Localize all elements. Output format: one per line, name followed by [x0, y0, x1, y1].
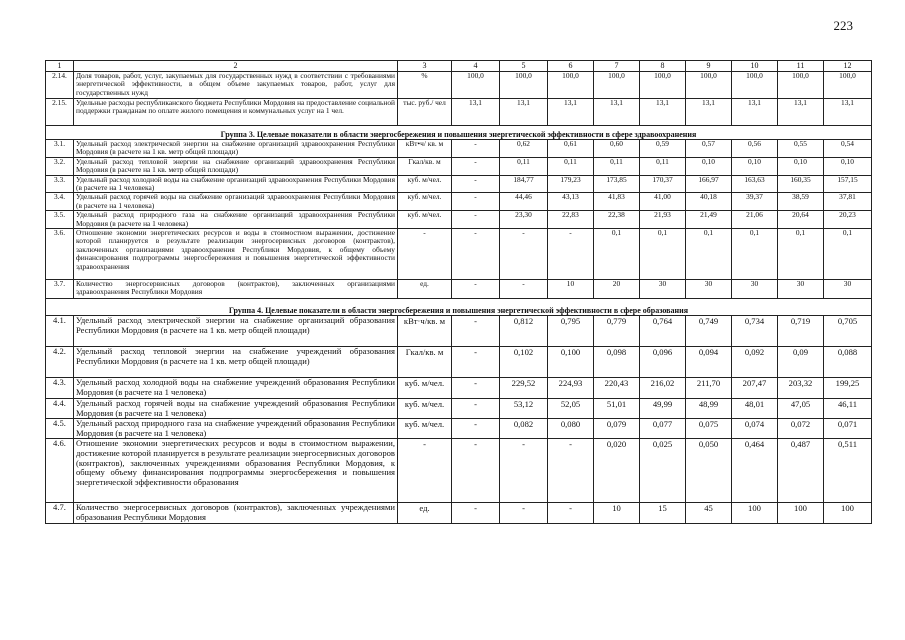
row-value: 0,11	[548, 157, 594, 175]
row-value: 0,764	[640, 316, 686, 347]
row-unit: ед.	[398, 503, 452, 524]
row-number: 3.1.	[46, 140, 74, 158]
row-value: -	[500, 439, 548, 503]
row-value: 20,23	[824, 211, 872, 229]
row-description: Удельный расход природного газа на снабжение организаций здравоохранения Республики Мордовия (в расчете на 1 человека)	[74, 211, 398, 229]
row-value: -	[500, 229, 548, 280]
row-value: 0,60	[594, 140, 640, 158]
row-value: 48,01	[732, 399, 778, 419]
row-description: Удельный расход тепловой энергии на снабжение учреждений образования Республики Мордовия (в расчете на 1 кв. метр общей площади)	[74, 347, 398, 378]
row-value: -	[452, 316, 500, 347]
column-number: 1	[46, 61, 74, 72]
row-value: 100,0	[594, 72, 640, 99]
row-value: 179,23	[548, 175, 594, 193]
row-value: 203,32	[778, 378, 824, 399]
column-number: 12	[824, 61, 872, 72]
row-number: 3.2.	[46, 157, 74, 175]
row-number: 3.5.	[46, 211, 74, 229]
row-unit: куб. м/чел.	[398, 378, 452, 399]
row-value: 41,00	[640, 193, 686, 211]
row-description: Удельный расход тепловой энергии на снабжение организаций здравоохранения Республики Мордовия (в расчете на 1 кв. метр общей площади)	[74, 157, 398, 175]
row-value: 100,0	[548, 72, 594, 99]
row-description: Количество энергосервисных договоров (контрактов), заключенных учреждениями образования Республики Мордовия	[74, 503, 398, 524]
row-value: 0,092	[732, 347, 778, 378]
row-value: 0,10	[824, 157, 872, 175]
table-row	[46, 72, 872, 99]
row-unit: Гкал/кв. м	[398, 347, 452, 378]
row-unit: куб. м/чел.	[398, 193, 452, 211]
group4-title: Группа 4. Целевые показатели в области энергосбережения и повышения энергетической эффективности в сфере образования	[46, 299, 872, 316]
row-value: 220,43	[594, 378, 640, 399]
row-value: 13,1	[732, 99, 778, 126]
table-row	[46, 157, 872, 175]
row-value: 0,61	[548, 140, 594, 158]
row-value: 100,0	[686, 72, 732, 99]
row-number: 2.15.	[46, 99, 74, 126]
table-row	[46, 347, 872, 378]
rows-group-3	[46, 140, 872, 299]
row-value: 45	[686, 503, 732, 524]
row-value: -	[452, 157, 500, 175]
row-value: 43,13	[548, 193, 594, 211]
row-description: Отношение экономии энергетических ресурсов и воды в стоимостном выражении, достижение которой планируется в результате реализации энергосервисных договоров (контрактов), заключенных учреждениями образования Республики Мордовия, к общему объему финансирования подпрограммы энергосбережения и повышения энергетической эффективности образования	[74, 439, 398, 503]
table-header	[46, 61, 872, 72]
row-description: Удельный расход горячей воды на снабжение организаций здравоохранения Республики Мордовия (в расчете на 1 человека)	[74, 193, 398, 211]
row-value: 23,30	[500, 211, 548, 229]
table-row	[46, 193, 872, 211]
row-value: 13,1	[640, 99, 686, 126]
row-value: -	[548, 503, 594, 524]
row-unit: куб. м/чел.	[398, 211, 452, 229]
row-value: 0,795	[548, 316, 594, 347]
row-unit: -	[398, 439, 452, 503]
row-value: 0,62	[500, 140, 548, 158]
group3-title: Группа 3. Целевые показатели в области энергосбережения и повышения энергетической эффективности в сфере здравоохранения	[46, 126, 872, 140]
row-number: 3.4.	[46, 193, 74, 211]
row-description: Удельный расход холодной воды на снабжение организаций здравоохранения Республики Мордовия (в расчете на 1 человека)	[74, 175, 398, 193]
row-value: 100	[732, 503, 778, 524]
group4-section	[46, 299, 872, 316]
row-value: 20	[594, 280, 640, 299]
table-row	[46, 399, 872, 419]
row-value: 0,734	[732, 316, 778, 347]
row-value: 0,088	[824, 347, 872, 378]
row-number: 3.7.	[46, 280, 74, 299]
row-value: 0,1	[778, 229, 824, 280]
row-value: 0,079	[594, 419, 640, 439]
column-number: 2	[74, 61, 398, 72]
row-number: 3.3.	[46, 175, 74, 193]
row-value: 51,01	[594, 399, 640, 419]
row-value: 229,52	[500, 378, 548, 399]
row-value: 0,10	[778, 157, 824, 175]
row-value: 22,83	[548, 211, 594, 229]
column-number: 8	[640, 61, 686, 72]
row-value: 46,11	[824, 399, 872, 419]
row-value: 199,25	[824, 378, 872, 399]
table-row	[46, 175, 872, 193]
row-value: 30	[686, 280, 732, 299]
row-value: 30	[640, 280, 686, 299]
row-value: 0,55	[778, 140, 824, 158]
row-number: 4.6.	[46, 439, 74, 503]
row-value: 170,37	[640, 175, 686, 193]
rows-group-4	[46, 316, 872, 524]
row-value: 41,83	[594, 193, 640, 211]
row-value: -	[452, 503, 500, 524]
rows-group-2	[46, 72, 872, 126]
row-value: 0,11	[500, 157, 548, 175]
row-unit: куб. м/чел.	[398, 399, 452, 419]
row-value: 0,11	[640, 157, 686, 175]
row-value: -	[452, 140, 500, 158]
row-value: 39,37	[732, 193, 778, 211]
row-value: 0,11	[594, 157, 640, 175]
row-description: Удельный расход природного газа на снабжение учреждений образования Республики Мордовия (в расчете на 1 человека)	[74, 419, 398, 439]
row-value: 0,54	[824, 140, 872, 158]
row-description: Удельные расходы республиканского бюджета Республики Мордовия на предоставление социальной поддержки гражданам по оплате жилого помещения и коммунальных услуг на 1 чел.	[74, 99, 398, 126]
column-number: 10	[732, 61, 778, 72]
row-value: 48,99	[686, 399, 732, 419]
row-value: 0,09	[778, 347, 824, 378]
row-value: 0,59	[640, 140, 686, 158]
row-value: 0,779	[594, 316, 640, 347]
row-unit: куб. м/чел.	[398, 419, 452, 439]
row-value: -	[452, 211, 500, 229]
row-value: 100,0	[500, 72, 548, 99]
row-unit: тыс. руб./ чел	[398, 99, 452, 126]
row-number: 4.3.	[46, 378, 74, 399]
row-value: 53,12	[500, 399, 548, 419]
row-value: 216,02	[640, 378, 686, 399]
row-value: 100,0	[732, 72, 778, 99]
row-value: 52,05	[548, 399, 594, 419]
table-row	[46, 439, 872, 503]
row-value: 0,082	[500, 419, 548, 439]
row-value: 160,35	[778, 175, 824, 193]
row-value: -	[452, 280, 500, 299]
row-value: 13,1	[548, 99, 594, 126]
table-row	[46, 419, 872, 439]
row-value: 0,10	[732, 157, 778, 175]
row-value: 0,094	[686, 347, 732, 378]
row-value: 166,97	[686, 175, 732, 193]
column-number: 9	[686, 61, 732, 72]
row-value: 0,050	[686, 439, 732, 503]
row-value: 49,99	[640, 399, 686, 419]
column-number: 3	[398, 61, 452, 72]
row-value: 100,0	[778, 72, 824, 99]
row-value: 21,49	[686, 211, 732, 229]
table-row	[46, 503, 872, 524]
column-number: 5	[500, 61, 548, 72]
column-number-row	[46, 61, 872, 72]
row-value: 157,15	[824, 175, 872, 193]
row-value: -	[548, 439, 594, 503]
row-value: -	[452, 399, 500, 419]
row-value: 30	[778, 280, 824, 299]
row-value: 211,70	[686, 378, 732, 399]
row-value: 0,511	[824, 439, 872, 503]
row-value: 0,1	[640, 229, 686, 280]
row-value: 13,1	[500, 99, 548, 126]
row-value: 0,1	[824, 229, 872, 280]
row-value: -	[500, 503, 548, 524]
row-value: 44,46	[500, 193, 548, 211]
row-value: 100,0	[640, 72, 686, 99]
row-value: 37,81	[824, 193, 872, 211]
row-unit: Гкал/кв. м	[398, 157, 452, 175]
row-value: 47,05	[778, 399, 824, 419]
row-value: 20,64	[778, 211, 824, 229]
row-description: Количество энергосервисных договоров (контрактов), заключенных организациями здравоохранения Республики Мордовия	[74, 280, 398, 299]
page-number: 223	[833, 18, 853, 33]
row-number: 4.1.	[46, 316, 74, 347]
column-number: 6	[548, 61, 594, 72]
row-unit: %	[398, 72, 452, 99]
row-value: 13,1	[824, 99, 872, 126]
row-value: 100,0	[824, 72, 872, 99]
row-value: -	[452, 175, 500, 193]
row-value: 0,1	[594, 229, 640, 280]
row-value: 0,749	[686, 316, 732, 347]
row-value: 0,077	[640, 419, 686, 439]
table-row	[46, 229, 872, 280]
row-description: Отношение экономии энергетических ресурсов и воды в стоимостном выражении, достижение которой планируется в результате реализации энергосервисных договоров (контрактов), заключенных организациями здравоохранения Республики Мордовия, к общему объему финансирования подпрограммы энергосбережения и повышения энергетической эффективности здравоохранения	[74, 229, 398, 280]
row-value: 40,18	[686, 193, 732, 211]
row-value: -	[548, 229, 594, 280]
row-value: 0,705	[824, 316, 872, 347]
row-value: 10	[548, 280, 594, 299]
row-value: 0,074	[732, 419, 778, 439]
row-value: 0,072	[778, 419, 824, 439]
row-unit: кВт·ч/кв. м	[398, 316, 452, 347]
row-value: 0,071	[824, 419, 872, 439]
row-value: 0,080	[548, 419, 594, 439]
row-description: Удельный расход горячей воды на снабжение учреждений образования Республики Мордовия (в расчете на 1 человека)	[74, 399, 398, 419]
row-value: 38,59	[778, 193, 824, 211]
column-number: 4	[452, 61, 500, 72]
row-description: Доля товаров, работ, услуг, закупаемых для государственных нужд в соответствии с требованиями энергетической эффективности, в общем объеме закупаемых товаров, работ, услуг для государственных нужд	[74, 72, 398, 99]
row-value: 0,812	[500, 316, 548, 347]
group3-section	[46, 126, 872, 140]
row-value: 0,100	[548, 347, 594, 378]
row-number: 4.7.	[46, 503, 74, 524]
row-value: 0,102	[500, 347, 548, 378]
row-value: 22,38	[594, 211, 640, 229]
row-value: 10	[594, 503, 640, 524]
row-number: 2.14.	[46, 72, 74, 99]
row-value: 207,47	[732, 378, 778, 399]
row-value: 0,075	[686, 419, 732, 439]
row-number: 3.6.	[46, 229, 74, 280]
row-value: 100	[778, 503, 824, 524]
row-description: Удельный расход электрической энергии на снабжение организаций здравоохранения Республики Мордовия (в расчете на 1 кв. метр общей площади)	[74, 140, 398, 158]
row-value: 184,77	[500, 175, 548, 193]
table-row	[46, 316, 872, 347]
row-number: 4.4.	[46, 399, 74, 419]
row-value: 13,1	[778, 99, 824, 126]
table-row	[46, 140, 872, 158]
indicators-table	[45, 60, 872, 524]
table-row	[46, 211, 872, 229]
row-value: 30	[824, 280, 872, 299]
row-value: 0,487	[778, 439, 824, 503]
row-description: Удельный расход холодной воды на снабжение учреждений образования Республики Мордовия (в расчете на 1 человека)	[74, 378, 398, 399]
row-value: 15	[640, 503, 686, 524]
row-description: Удельный расход электрической энергии на снабжение организаций образования Республики Мордовия (в расчете на 1 кв. метр общей площади)	[74, 316, 398, 347]
row-value: 0,464	[732, 439, 778, 503]
row-value: 0,719	[778, 316, 824, 347]
row-value: -	[452, 193, 500, 211]
row-value: 163,63	[732, 175, 778, 193]
row-value: 13,1	[594, 99, 640, 126]
row-value: 13,1	[452, 99, 500, 126]
row-value: 0,57	[686, 140, 732, 158]
table-row	[46, 378, 872, 399]
row-value: 0,56	[732, 140, 778, 158]
row-value: 30	[732, 280, 778, 299]
row-number: 4.2.	[46, 347, 74, 378]
row-value: 100,0	[452, 72, 500, 99]
row-value: 100	[824, 503, 872, 524]
row-value: 21,06	[732, 211, 778, 229]
row-value: 21,93	[640, 211, 686, 229]
row-value: 0,1	[686, 229, 732, 280]
row-value: 0,096	[640, 347, 686, 378]
row-value: -	[452, 378, 500, 399]
row-value: -	[500, 280, 548, 299]
row-value: 0,098	[594, 347, 640, 378]
row-unit: ед.	[398, 280, 452, 299]
column-number: 7	[594, 61, 640, 72]
row-value: -	[452, 419, 500, 439]
column-number: 11	[778, 61, 824, 72]
row-value: 173,85	[594, 175, 640, 193]
row-value: -	[452, 439, 500, 503]
table-row	[46, 280, 872, 299]
row-value: 0,10	[686, 157, 732, 175]
row-value: 224,93	[548, 378, 594, 399]
row-value: 13,1	[686, 99, 732, 126]
row-number: 4.5.	[46, 419, 74, 439]
row-unit: куб. м/чел.	[398, 175, 452, 193]
row-value: 0,025	[640, 439, 686, 503]
row-unit: -	[398, 229, 452, 280]
table-row	[46, 99, 872, 126]
row-value: 0,020	[594, 439, 640, 503]
row-value: 0,1	[732, 229, 778, 280]
row-unit: кВт•ч/ кв. м	[398, 140, 452, 158]
row-value: -	[452, 347, 500, 378]
row-value: -	[452, 229, 500, 280]
